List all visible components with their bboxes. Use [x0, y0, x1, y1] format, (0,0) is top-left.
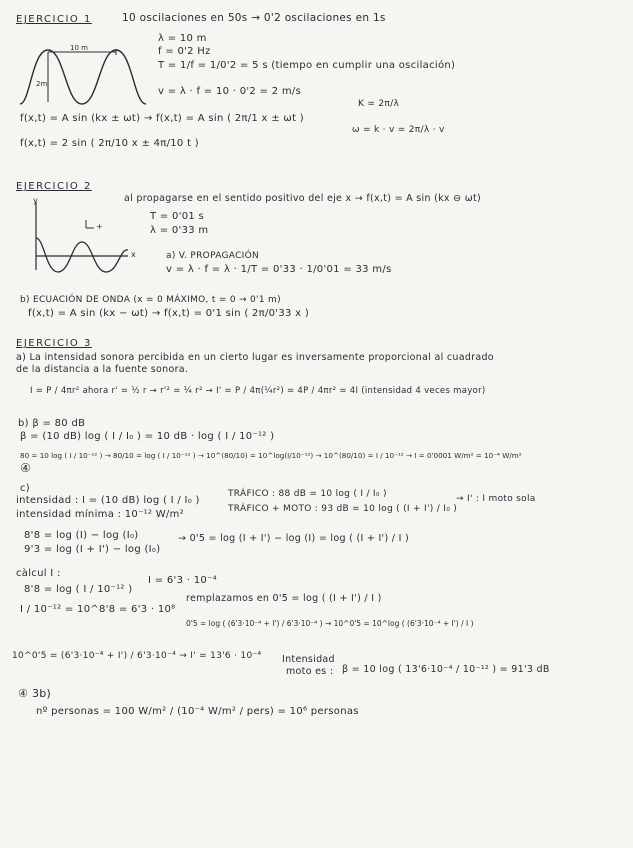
ej3-system-1: 8'8 = log (I) − log (I₀) [24, 530, 139, 541]
ej2-a-title: a) V. PROPAGACIÓN [166, 251, 260, 261]
ej2-period: T = 0'01 s [150, 211, 205, 222]
ej3-system-result: → 0'5 = log (I + I') − log (I) = log ( (I + I') / I ) [178, 533, 410, 544]
ej3-a-equation: I = P / 4πr² ahora r' = ½ r → r'² = ¼ r² → I' = P / 4π(¼r²) = 4P / 4πr² = 4I (intensidad 4 veces mayor) [30, 386, 486, 396]
ej2-lambda: λ = 0'33 m [150, 225, 209, 236]
ej2-b-title: b) ECUACIÓN DE ONDA (x = 0 MÁXIMO, t = 0 → 0'1 m) [20, 295, 281, 305]
ej3-intensity-result: β = 10 log ( 13'6·10⁻⁴ / 10⁻¹² ) = 91'3 dB [342, 664, 550, 675]
ej2-wave-diagram [28, 198, 138, 278]
ej2-title: EJERCICIO 2 [16, 181, 92, 192]
ej3-c-intensity: intensidad : I = (10 dB) log ( I / I₀ ) [16, 495, 200, 506]
ej1-equation-1: f(x,t) = A sin (kx ± ωt) → f(x,t) = A sin ( 2π/1 x ± ωt ) [20, 113, 304, 124]
ej3-moto-note: → I' : I moto sola [456, 494, 536, 504]
ej3-traffic-moto: TRÁFICO + MOTO : 93 dB = 10 log ( (I + I') / I₀ ) [228, 504, 458, 514]
ej1-frequency: f = 0'2 Hz [158, 46, 211, 57]
ej3-3b-title: ④ 3b) [18, 687, 52, 700]
ej2-y-axis-label: y [33, 196, 38, 205]
ej1-amplitude-label: 2m [36, 80, 48, 88]
ej3-calc-3: I = 6'3 · 10⁻⁴ [148, 575, 217, 586]
ej1-intro: 10 oscilaciones en 50s → 0'2 oscilaciones en 1s [122, 12, 386, 24]
ej3-calc-title: càlcul I : [16, 568, 61, 579]
ej3-a-text-2: de la distancia a la fuente sonora. [16, 364, 189, 375]
ej3-system-2: 9'3 = log (I + I') − log (I₀) [24, 544, 161, 555]
ej3-c-label: c) [20, 483, 30, 494]
ej1-velocity: v = λ · f = 10 · 0'2 = 2 m/s [158, 86, 302, 97]
ej3-calc-2: I / 10⁻¹² = 10^8'8 = 6'3 · 10⁸ [20, 604, 176, 615]
ej1-wave-diagram [18, 42, 148, 112]
ej2-a-equation: v = λ · f = λ · 1/T = 0'33 · 1/0'01 = 33 m/s [166, 264, 392, 275]
ej3-replace-1: remplazamos en 0'5 = log ( (I + I') / I ) [186, 593, 382, 604]
ej1-period: T = 1/f = 1/0'2 = 5 s (tiempo en cumplir una oscilación) [158, 60, 456, 71]
ej1-equation-2: f(x,t) = 2 sin ( 2π/10 x ± 4π/10 t ) [20, 138, 199, 149]
ej3-b-formula: β = (10 dB) log ( I / I₀ ) = 10 dB · log ( I / 10⁻¹² ) [20, 431, 275, 442]
ej3-intensity-label-2: moto es : [286, 666, 334, 677]
ej3-calc-1: 8'8 = log ( I / 10⁻¹² ) [24, 584, 133, 595]
ej2-arrow-label: + [96, 222, 103, 231]
ej3-intensity-label-1: Intensidad [282, 654, 335, 665]
ej1-omega: ω = k · v = 2π/λ · v [352, 125, 445, 135]
ej1-title: EJERCICIO 1 [16, 14, 92, 25]
ej3-b-calculation: 80 = 10 log ( I / 10⁻¹² ) → 80/10 = log ( I / 10⁻¹² ) → 10^(80/10) = 10^log(I/10⁻¹²) → 10^(80/10) = I / 10⁻¹² → I = 0'0001 W/m² = 10⁻⁴ W/m² [20, 451, 522, 460]
ej3-mark-4: ④ [20, 461, 32, 475]
ej3-traffic: TRÁFICO : 88 dB = 10 log ( I / I₀ ) [228, 489, 387, 499]
ej1-wavelength-label: 10 m [70, 44, 88, 52]
ej2-intro: al propagarse en el sentido positivo del eje x → f(x,t) = A sin (kx ⊖ ωt) [124, 193, 482, 204]
ej2-b-equation: f(x,t) = A sin (kx − ωt) → f(x,t) = 0'1 sin ( 2π/0'33 x ) [28, 308, 310, 319]
ej2-x-axis-label: x [131, 250, 136, 259]
ej3-a-text-1: a) La intensidad sonora percibida en un cierto lugar es inversamente proporcional al cuadrado [16, 352, 494, 363]
ej3-replace-2: 0'5 = log ( (6'3·10⁻⁴ + I') / 6'3·10⁻⁴ ) → 10^0'5 = 10^log ( (6'3·10⁻⁴ + I') / I ) [186, 619, 474, 628]
ej1-k: K = 2π/λ [358, 99, 400, 109]
ej1-lambda: λ = 10 m [158, 33, 207, 44]
ej3-result-iprime: 10^0'5 = (6'3·10⁻⁴ + I') / 6'3·10⁻⁴ → I' = 13'6 · 10⁻⁴ [12, 651, 262, 661]
ej3-b-beta: b) β = 80 dB [18, 418, 86, 429]
ej3-persons: nº personas = 100 W/m² / (10⁻⁴ W/m² / pers) = 10⁶ personas [36, 706, 359, 717]
ej3-title: EJERCICIO 3 [16, 338, 92, 349]
ej3-c-min-intensity: intensidad mínima : 10⁻¹² W/m² [16, 509, 184, 520]
